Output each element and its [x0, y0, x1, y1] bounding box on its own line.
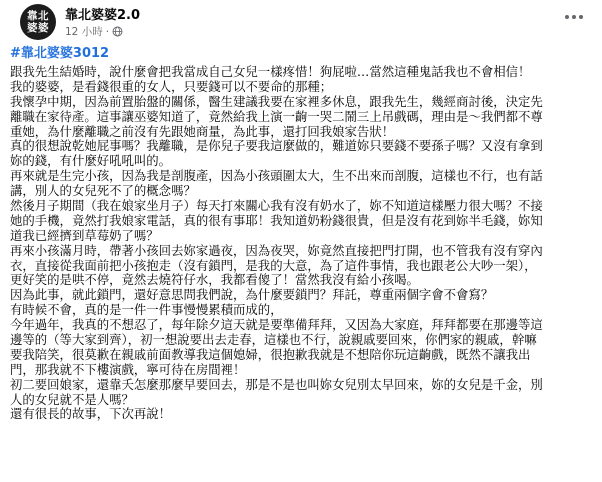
avatar-text-line2: 婆婆 — [27, 22, 49, 34]
post-header — [10, 0, 592, 44]
post-text-line: 真的很想說乾她屁事嗎？我離職，是你兒子要我這麼做的，難道妳只要錢不要孫子嗎？又沒有拿到 — [10, 139, 543, 154]
more-dot — [565, 15, 569, 19]
avatar[interactable] — [20, 4, 56, 40]
post-text-line: 邊等的（等大家到齊），初一想說要出去走春，這樣也不行，說親戚要回來，你們家的親戚，幹嘛 — [10, 333, 537, 348]
post-text-line: 初二要回娘家，還靠夭怎麼那麼早要回去，那是不是也叫妳女兒別太早回來，妳的女兒是千金，別 — [10, 377, 543, 392]
post-text-line: 跟我先生結婚時，說什麼會把我當成自己女兒一樣疼惜！狗屁啦…當然這種鬼話我也不會相信！ — [10, 65, 531, 79]
post-text-line: 有時候不會，真的是一件一件事慢慢累積而成的， — [10, 303, 283, 318]
post-text-line: 因為此事，就此鎖門，還好意思問我們說，為什麼要鎖門？拜託，尊重兩個字會不會寫？ — [10, 288, 494, 303]
post-body — [10, 47, 592, 422]
avatar-text-line1: 靠北 — [27, 10, 49, 22]
post-text-line: 重她，為什麼離職之前沒有先跟她商量，為此事，還打回我娘家告狀！ — [10, 124, 395, 139]
hashtag-link[interactable]: #靠北婆婆3012 — [10, 46, 110, 61]
post-text-line: 再來就是生完小孩，因為我是剖腹產，因為小孩頭圍太大，生不出來而剖腹，這樣也不行，也有話 — [10, 169, 543, 184]
post-text-line: 衣，直接從我面前把小孩抱走（沒有鎖門，是我的大意，為了這件事情，我也跟老公大吵一架）， — [10, 258, 537, 273]
meta-separator: · — [105, 25, 110, 38]
public-globe-icon — [112, 26, 123, 37]
post-text-line: 門，那我就不下樓演戲，寧可待在房間裡！ — [10, 362, 246, 377]
post-meta — [65, 24, 123, 39]
more-dot — [572, 15, 576, 19]
post-text-line: 還有很長的故事，下次再說！ — [10, 407, 172, 422]
post-text-line: 今年過年，我真的不想忍了，每年除夕這天就是要準備拜拜，又因為大家庭，拜拜都要在那邊等這 — [10, 318, 543, 333]
post-text-line: 妳的錢，有什麼好吼吼叫的。 — [10, 154, 172, 169]
more-dot — [579, 15, 583, 19]
post-text-line: 更好笑的是哄不停，竟然去燒符仔水，我都看傻了！當然我沒有給小孩喝。 — [10, 273, 419, 288]
post-text-line: 再來小孩滿月時，帶著小孩回去妳家過夜，因為夜哭，妳竟然直接把門打開，也不管我有沒有穿內 — [10, 243, 543, 258]
post-text-line: 我的婆婆，是看錢很重的女人，只要錢可以不要命的那種； — [10, 79, 333, 94]
page-name-link[interactable]: 靠北婆婆2.0 — [65, 8, 141, 23]
post-text-line: 然後月子期間（我在娘家坐月子）每天打來關心我有沒有奶水了，妳不知道這樣壓力很大嗎？不接 — [10, 199, 543, 214]
more-options-button[interactable] — [562, 8, 586, 26]
post-text-line: 我懷孕中期，因為前置胎盤的關係，醫生建議我要在家裡多休息，跟我先生，幾經商討後，決定先 — [10, 94, 543, 109]
post-text-line: 人的女兒就不是人嗎？ — [10, 392, 134, 407]
post-text-line: 講，別人的女兒死不了的概念嗎？ — [10, 184, 196, 199]
post-text-line: 道我已經擠到草莓奶了嗎？ — [10, 228, 159, 243]
post-text-line: 要我陪笑，很莫歉在親戚前面教導我這個媳婦，很抱歉我就是不想陪你玩這齣戲，既然不讓我出 — [10, 347, 531, 362]
post-text-line: 她的手機，竟然打我娘家電話，真的很有事耶！我知道奶粉錢很貴，但是沒有花到妳半毛錢，妳知 — [10, 213, 543, 228]
post-text-line: 離職在家待產。這事讓巫婆知道了，竟然給我上演一齣一哭二鬧三上吊戲碼，理由是～我們都不尊 — [10, 109, 543, 124]
post-time-link[interactable]: 12 小時 — [65, 26, 103, 38]
